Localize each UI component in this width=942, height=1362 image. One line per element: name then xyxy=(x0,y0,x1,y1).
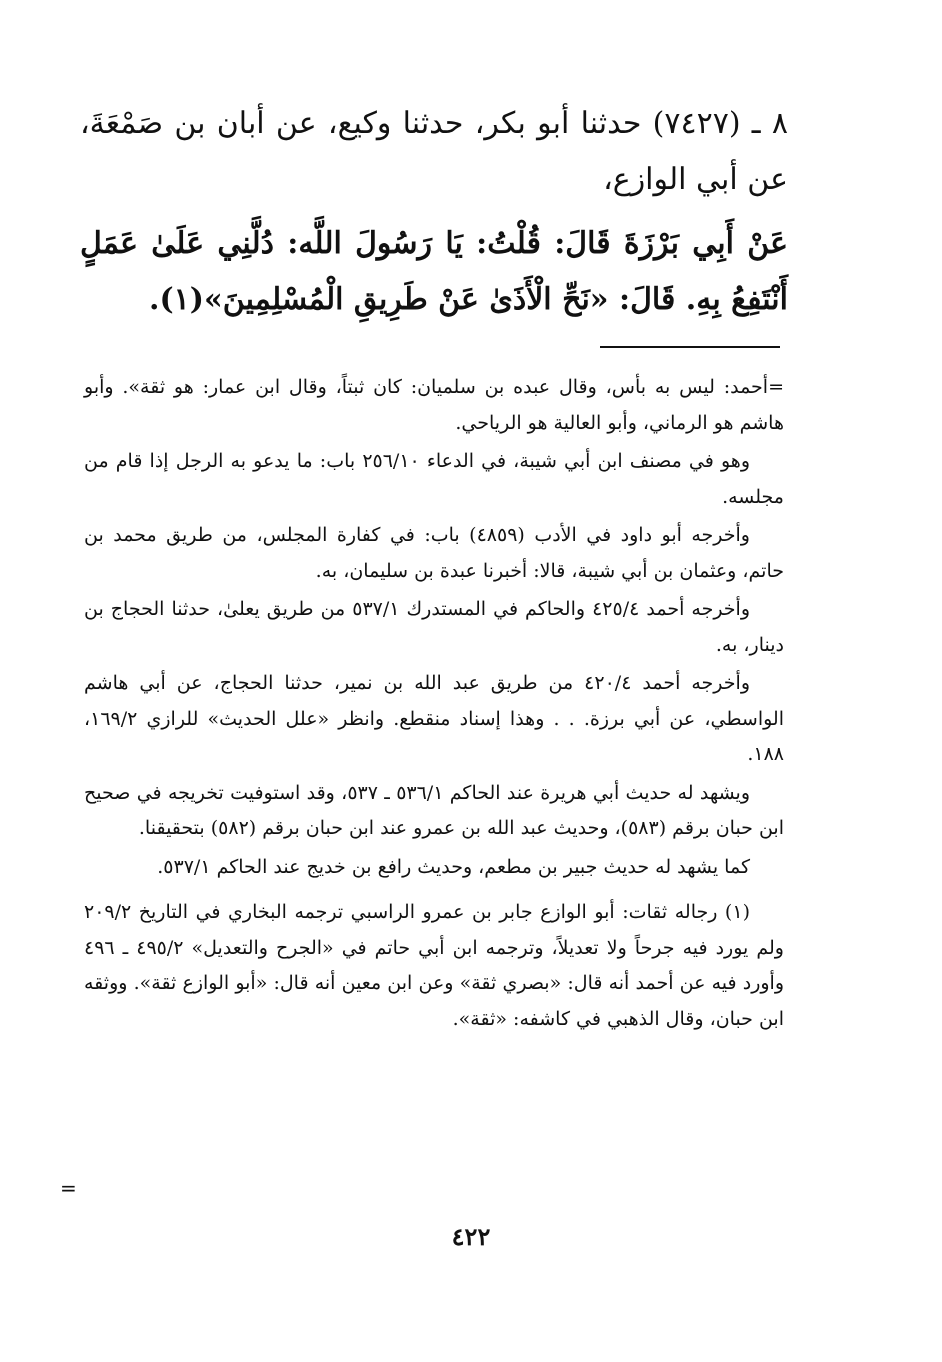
footnote-paragraph: وأخرجه أحمد ٤٢٠/٤ من طريق عبد الله بن نمير، حدثنا الحجاج، عن أبي هاشم الواسطي، عن أبي برزة. . . وهذا إسناد منقطع. وانظر «علل الحديث» للرازي ١٦٩/٢، ١٨٨. xyxy=(84,672,784,765)
isnad-line: ٨ ـ (٧٤٢٧) حدثنا أبو بكر، حدثنا وكيع، عن أبان بن صَمْعَةَ، عن أبي الوازع، xyxy=(80,106,788,197)
page-number: ٤٢٢ xyxy=(451,1222,491,1251)
footnote-continuation: =أحمد: ليس به بأس، وقال عبده بن سلميان: كان ثبتاً، وقال ابن عمار: هو ثقة». وأبو هاشم هو الرماني، وأبو العالية هو الرياحي. xyxy=(84,376,784,434)
footnote-paragraph: كما يشهد له حديث جبير بن مطعم، وحديث رافع بن خديج عند الحاكم ٥٣٧/١. xyxy=(157,855,750,878)
footnote-1: (١) رجاله ثقات: أبو الوازع جابر بن عمرو الراسبي ترجمه البخاري في التاريخ ٢٠٩/٢ ولم يورد فيه جرحاً ولا تعديلاً، وترجمه ابن أبي حاتم في «الجرح والتعديل» ٤٩٥/٢ ـ ٤٩٦ وأورد فيه عن أحمد أنه قال: «بصري ثقة» وعن ابن معين أنه قال: «أبو الوازع ثقة». ووثقه ابن حبان، وقال الذهبي في كاشفه: «ثقة». xyxy=(84,901,784,1030)
hadith-text-block xyxy=(80,96,788,328)
hadith-matn: عَنْ أَبِي بَرْزَةَ قَالَ: قُلْتُ: يَا رَسُولَ اللَّه: دُلَّنِي عَلَىٰ عَمَلٍ أَنْتَفِعُ بِهِ. قَالَ: «نَحِّ الْأَذَىٰ عَنْ طَرِيقِ الْمُسْلِمِينَ»(١). xyxy=(80,226,788,317)
footnotes-block xyxy=(84,370,784,1040)
footnote-separator xyxy=(600,346,780,348)
footnote-paragraph: وأخرجه أبو داود في الأدب (٤٨٥٩) باب: في كفارة المجلس، من طريق محمد بن حاتم، وعثمان بن أبي شيبة، قالا: أخبرنا عبدة بن سليمان، به. xyxy=(84,524,784,582)
footnote-paragraph: ويشهد له حديث أبي هريرة عند الحاكم ٥٣٦/١ ـ ٥٣٧، وقد استوفيت تخريجه في صحيح ابن حبان برقم (٥٨٣)، وحديث عبد الله بن عمرو عند ابن حبان برقم (٥٨٢) بتحقيقنا. xyxy=(84,781,784,839)
footnote-paragraph: وهو في مصنف ابن أبي شيبة، في الدعاء ٢٥٦/١٠ باب: ما يدعو به الرجل إذا قام من مجلسه. xyxy=(84,450,784,508)
footnote-paragraph: وأخرجه أحمد ٤٢٥/٤ والحاكم في المستدرك ٥٣٧/١ من طريق يعلىٰ، حدثنا الحجاج بن دينار، به. xyxy=(84,598,784,656)
continuation-mark: = xyxy=(60,1176,77,1200)
